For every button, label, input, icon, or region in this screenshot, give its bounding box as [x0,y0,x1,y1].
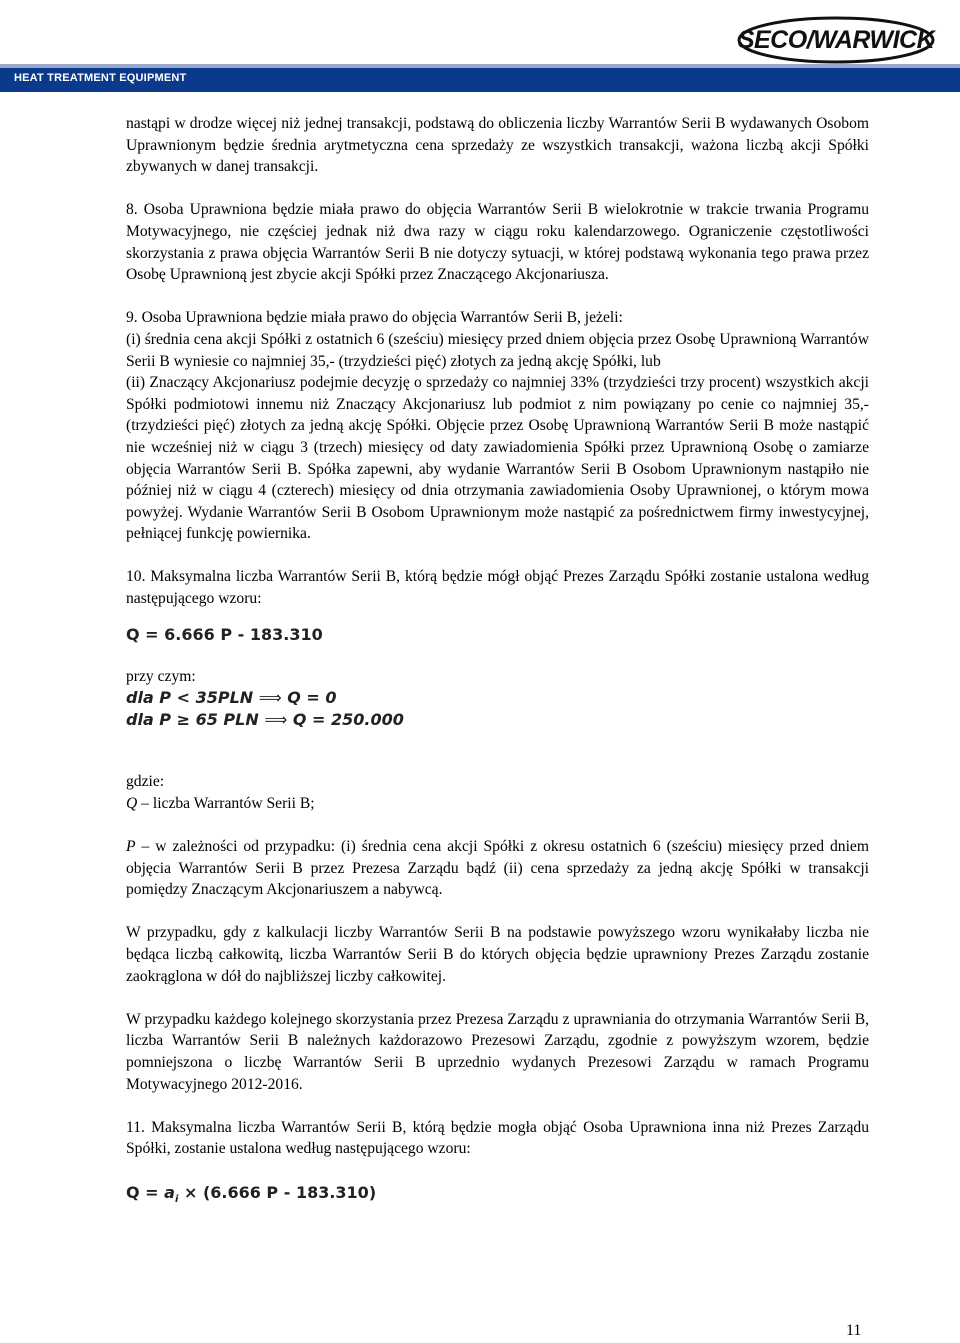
paragraph-11: 11. Maksymalna liczba Warrantów Serii B, którą będzie mogła objąć Osoba Uprawniona inna niż Prezes Zarządu Spółki, zostanie ustalona według następującego wzoru: [126,1118,869,1158]
q-definition-text: – liczba Warrantów Serii B; [137,794,315,812]
formula-2-block [126,1182,869,1211]
formula-2-i: i [174,1194,179,1206]
p-definition [126,836,869,901]
page-number: 11 [846,1322,862,1339]
paragraph-continuation: nastąpi w drodze więcej niż jednej transakcji, podstawą do obliczenia liczby Warrantów Serii B wydawanych Osobom Uprawnionym będzie średnia arytmetyczna cena sprzedaży ze wszystkich transakcji, ważona liczbą akcji Spółki zbywanych w danej transakcji. [126,115,869,176]
condition-2 [126,709,869,731]
condition-1-right: Q = 0 [287,688,337,708]
condition-1 [126,687,869,709]
paragraph-10: 10. Maksymalna liczba Warrantów Serii B, którą będzie mógł objąć Prezes Zarządu Spółki zostanie ustalona według następującego wzoru: [126,568,869,608]
gdzie-label: gdzie: [126,773,165,791]
section-label: HEAT TREATMENT EQUIPMENT [14,72,187,84]
implies-arrow-icon: ⟹ [264,710,288,730]
paragraph-rounding: W przypadku, gdy z kalkulacji liczby Warrantów Serii B na podstawie powyższego wzoru wynikałaby liczba nie będąca liczbą całkowitą, liczba Warrantów Serii B do których objęcia będzie uprawniony Prezes Zarządu zostanie zaokrąglona w dół do najbliższej liczby całkowitej. [126,924,869,985]
paragraph-9-ii: (ii) Znaczący Akcjonariusz podejmie decyzję o sprzedaży co najmniej 33% (trzydzieści trzy procent) wszystkich akcji Spółki podmiotowi innemu niż Znaczący Akcjonariusz lub podmiot z nim powiązany po cenie co najmniej 35,- (trzydzieści pięć) złotych za jedną akcję Spółki. Objęcie przez Osobę Uprawnioną Warrantów Serii B może nastąpić nie wcześniej niż w ciągu 3 (trzech) miesięcy od daty zawiadomienia Spółki przez Uprawnioną Osobę o zamiarze objęcia Warrantów Serii B. Spółka zapewni, aby wydanie Warrantów Serii B Osobom Uprawnionym nastąpiło nie później niż w ciągu 4 (czterech) miesięcy od dnia otrzymania zawiadomienia Osoby Uprawnionej, o którym mowa powyżej. Wydanie Warrantów Serii B Osobom Uprawnionym może nastąpić za pośrednictwem firmy inwestycyjnej, pełniącej funkcję powiernika. [126,374,869,543]
condition-2-right: Q = 250.000 [292,710,404,730]
formula-2-a: a [164,1182,175,1202]
paragraph-subsequent: W przypadku każdego kolejnego skorzystania przez Prezesa Zarządu z uprawniania do otrzymania Warrantów Serii B, liczba Warrantów Serii B należnych każdorazowo Prezesowi Zarządu, zgodnie z powyższym wzorem, będzie pomniejszona o liczbę Warrantów Serii B uprzednio wydanych Prezesowi Zarządu w ramach Programu Motywacyjnego 2012-2016. [126,1010,869,1093]
q-symbol: Q [126,794,138,812]
przy-czym-label: przy czym: [126,667,196,685]
page-header [0,0,960,92]
formula-2-left: Q = [126,1182,165,1202]
condition-2-left: dla P ≥ 65 PLN [126,710,259,730]
paragraph-9-i: (i) średnia cena akcji Spółki z ostatnich 6 (sześciu) miesięcy przed dniem objęcia przez Osobę Uprawnioną Warrantów Serii B wyniesie co najmniej 35,- (trzydzieści pięć) złotych za jedną akcję Spółki, lub [126,330,869,370]
implies-arrow-icon: ⟹ [258,688,282,708]
formula-1: Q = 6.666 P - 183.310 [126,624,323,644]
formula-2 [126,1182,869,1211]
logo-text: SECO/WARWICK [737,25,935,54]
formula-2-right: × (6.666 P - 183.310) [178,1182,377,1202]
paragraph-8: 8. Osoba Uprawniona będzie miała prawo do objęcia Warrantów Serii B wielokrotnie w trakcie trwania Programu Motywacyjnego, nie częściej jednak niż dwa razy w ciągu roku kalendarzowego. Ograniczenie częstotliwości skorzystania z prawa objęcia Warrantów Serii B nie dotyczy sytuacji, w której podstawą wykonania tego prawa przez Osobę Uprawnioną jest zbycie akcji Spółki przez Znaczącego Akcjonariusza. [126,201,869,284]
formula-1-block [126,624,869,646]
seco-warwick-logo [736,14,936,66]
condition-1-left: dla P < 35PLN [126,688,254,708]
paragraph-9-intro: 9. Osoba Uprawniona będzie miała prawo do objęcia Warrantów Serii B, jeżeli: [126,309,623,327]
p-definition-text: – w zależności od przypadku: (i) średnia cena akcji Spółki z okresu ostatnich 6 (sześciu) miesięcy przed dniem objęcia Warrantów Serii B przez Prezesa Zarządu bądź (ii) cena sprzedaży za jedną akcję Spółki w transakcji pomiędzy Znaczącym Akcjonariuszem a nabywcą. [126,838,869,899]
q-definition [126,793,869,815]
p-symbol: P [126,838,136,856]
document-body [126,113,869,1231]
